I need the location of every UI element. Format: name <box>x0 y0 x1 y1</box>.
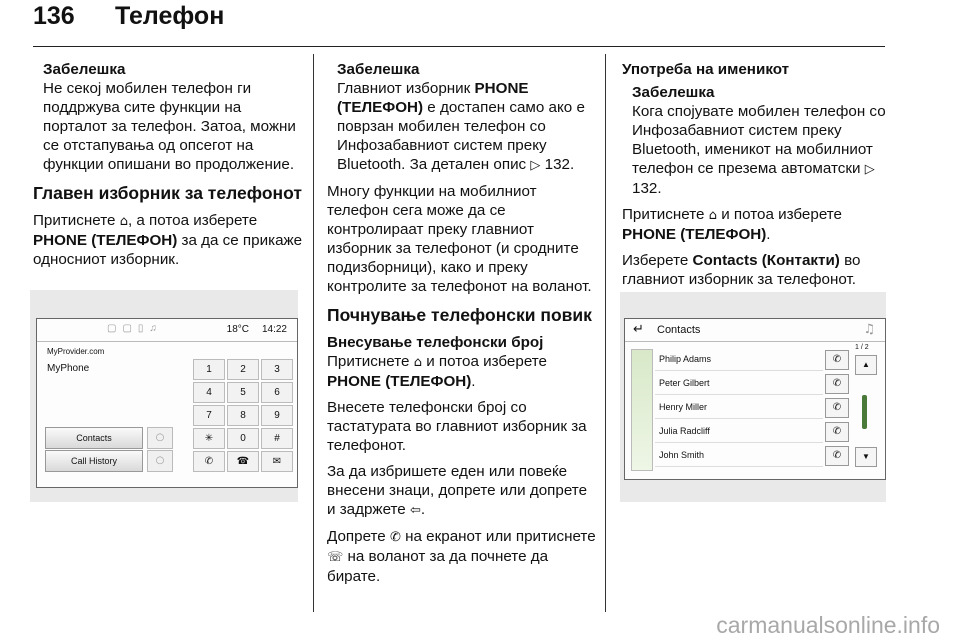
message-icon[interactable]: ✉ <box>261 451 293 472</box>
title-bar <box>625 319 885 342</box>
paragraph: Притиснете ⌂ и потоа изберете PHONE (ТЕЛЕФОН). <box>327 353 547 390</box>
paragraph: Допрете ✆ на екранот или притиснете ☏ на воланот за да почнете да бирате. <box>327 528 596 585</box>
key-star[interactable]: ✳ <box>193 428 225 449</box>
column-divider-1 <box>313 54 314 612</box>
watermark: carmanualsonline.info <box>716 612 940 638</box>
contact-row[interactable]: Philip Adams <box>655 349 823 371</box>
phone-icon: ✆ <box>389 530 401 545</box>
mute-mic-icon[interactable]: ○ <box>147 427 173 449</box>
header-rule <box>33 46 885 47</box>
scroll-up-button[interactable]: ▲ <box>855 355 877 375</box>
note-heading: Забелешка <box>337 61 420 78</box>
alpha-index-strip[interactable] <box>631 349 653 471</box>
note-text: Не секој мобилен телефон ги поддржува сите функции на порталот за телефон. Затоа, можни се отстапувања од опсегот на функции опишани во продолжение. <box>43 80 296 173</box>
scrollbar-thumb[interactable] <box>862 395 867 429</box>
note-text: Главниот изборник PHONE (ТЕЛЕФОН) е достапен само ако е поврзан мобилен телефон со Инфозабавниот систем преку Bluetooth. За детален опис ▷ 132. <box>337 80 585 173</box>
page-ref-icon: ▷ <box>864 162 875 177</box>
note-text: Кога спојувате мобилен телефон со Инфозабавниот систем преку Bluetooth, именикот на мобилниот телефон се презема автоматски ▷ 132. <box>632 103 886 197</box>
key-6[interactable]: 6 <box>261 382 293 403</box>
phone-screen <box>36 318 298 488</box>
key-2[interactable]: 2 <box>227 359 259 380</box>
paragraph: Внесете телефонски број со тастатурата во главниот изборник за телефонот. <box>327 399 587 454</box>
provider-name: MyProvider.com <box>47 347 105 356</box>
call-icon[interactable]: ✆ <box>825 350 849 370</box>
key-7[interactable]: 7 <box>193 405 225 426</box>
key-5[interactable]: 5 <box>227 382 259 403</box>
steering-phone-icon: ☏ <box>327 550 344 565</box>
contacts-screen <box>624 318 886 480</box>
contacts-button[interactable]: Contacts <box>45 427 143 449</box>
home-icon: ⌂ <box>413 355 422 370</box>
clock: 14:22 <box>261 324 287 335</box>
hangup-icon[interactable]: ☎ <box>227 451 259 472</box>
paragraph: Притиснете ⌂ и потоа изберете PHONE (ТЕЛЕФОН). <box>622 206 842 243</box>
paragraph: За да избришете еден или повеќе внесени знаци, допрете или допрете и задржете ⇦. <box>327 463 588 518</box>
back-icon[interactable]: ↵ <box>633 322 644 337</box>
paragraph: Изберете Contacts (Контакти) во главниот изборник за телефонот. <box>622 252 861 288</box>
speaker-icon[interactable]: ○ <box>147 450 173 472</box>
temperature: 18°C <box>226 324 249 335</box>
call-icon[interactable]: ✆ <box>825 422 849 442</box>
key-9[interactable]: 9 <box>261 405 293 426</box>
call-history-button[interactable]: Call History <box>45 450 143 472</box>
paragraph: Многу функции на мобилниот телефон сега може да се контролираат преку главниот изборник за телефонот (и сродните подизборници), како и преку контролите за телефонот на воланот. <box>327 183 592 295</box>
key-8[interactable]: 8 <box>227 405 259 426</box>
call-icon[interactable]: ✆ <box>825 374 849 394</box>
column-1 <box>33 60 303 276</box>
music-icon: ♫ <box>863 322 875 337</box>
call-icon[interactable]: ✆ <box>825 398 849 418</box>
contact-row[interactable]: Henry Miller <box>655 397 823 419</box>
contact-row[interactable]: John Smith <box>655 445 823 467</box>
contact-row[interactable]: Peter Gilbert <box>655 373 823 395</box>
subsection-title: Внесување телефонски број <box>327 334 544 351</box>
page-number: 136 <box>33 2 75 30</box>
key-1[interactable]: 1 <box>193 359 225 380</box>
column-divider-2 <box>605 54 606 612</box>
backspace-icon: ⇦ <box>410 503 421 518</box>
scroll-down-button[interactable]: ▼ <box>855 447 877 467</box>
key-4[interactable]: 4 <box>193 382 225 403</box>
status-icons: ▢▢▯♫ <box>107 323 163 334</box>
section-title: Употреба на именикот <box>622 61 790 78</box>
key-3[interactable]: 3 <box>261 359 293 380</box>
key-0[interactable]: 0 <box>227 428 259 449</box>
contact-row[interactable]: Julia Radcliff <box>655 421 823 443</box>
column-3 <box>622 60 886 296</box>
key-hash[interactable]: # <box>261 428 293 449</box>
status-bar <box>37 319 297 342</box>
home-icon: ⌂ <box>708 208 717 223</box>
phone-name: MyPhone <box>47 363 90 374</box>
section-title: Почнување телефонски повик <box>327 305 592 325</box>
call-icon[interactable]: ✆ <box>193 451 225 472</box>
note-heading: Забелешка <box>632 84 715 101</box>
page-indicator: 1 / 2 <box>855 344 869 351</box>
call-icon[interactable]: ✆ <box>825 446 849 466</box>
paragraph: Притиснете ⌂, а потоа изберете PHONE (ТЕЛЕФОН) за да се прикаже односниот изборник. <box>33 212 303 268</box>
section-title: Главен изборник за телефонот <box>33 183 302 203</box>
note-heading: Забелешка <box>43 61 126 78</box>
page-ref-icon: ▷ <box>530 158 541 173</box>
column-2 <box>327 60 599 593</box>
home-icon: ⌂ <box>119 214 128 229</box>
screen-title: Contacts <box>657 324 701 336</box>
page-title: Телефон <box>115 2 225 30</box>
